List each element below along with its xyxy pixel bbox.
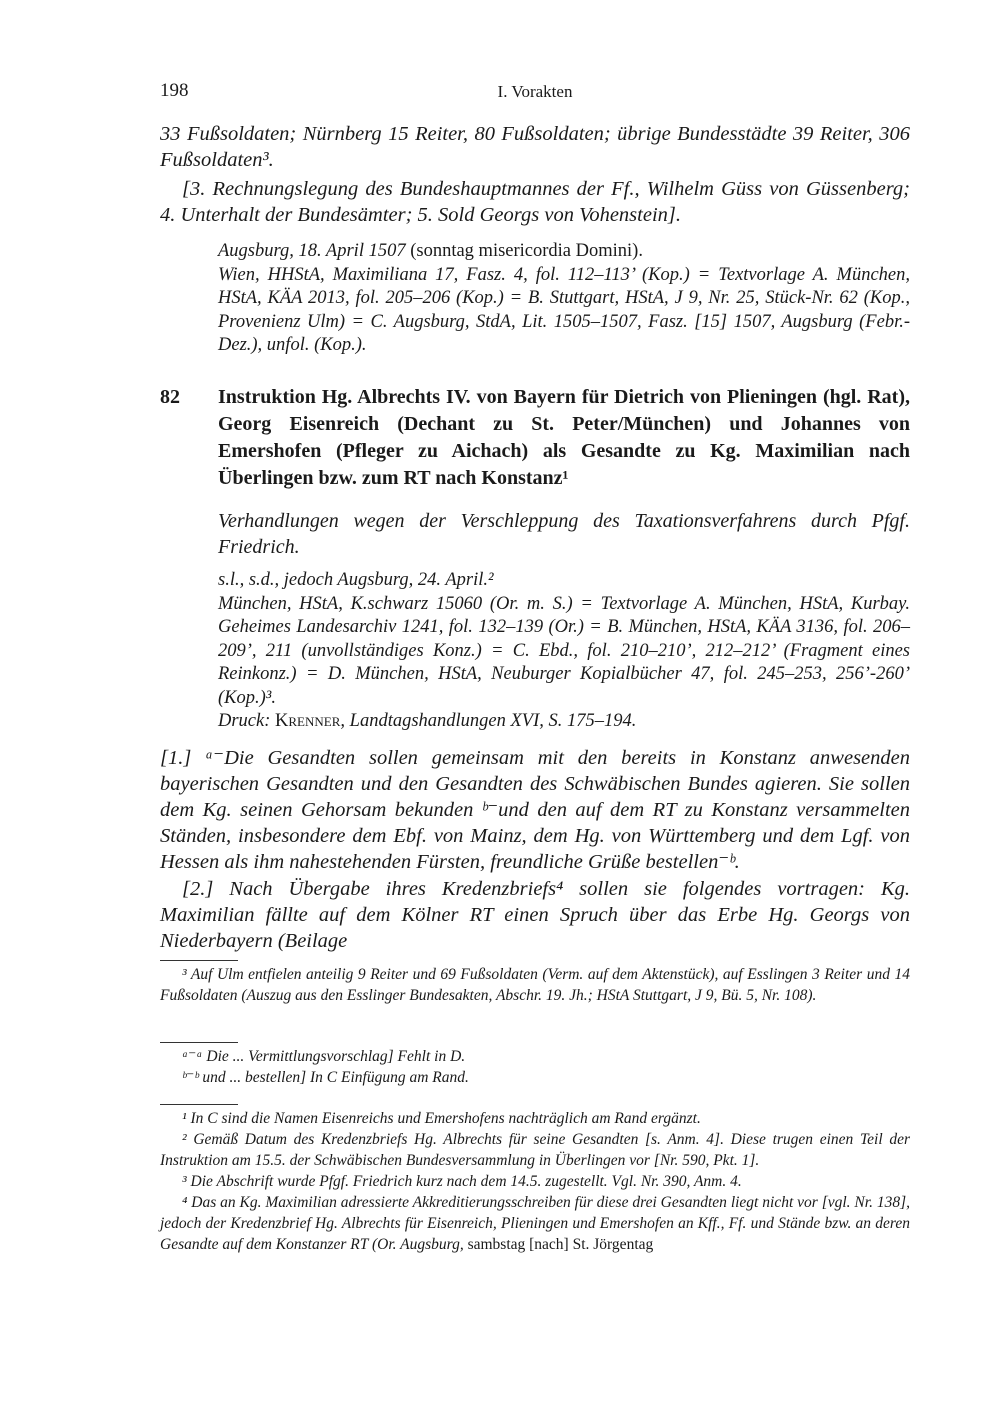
prev-text-paragraph-2: [3. Rechnungslegung des Bundeshauptmannes der Ff., Wilhelm Güss von Güssenberg; 4. Unterhalt der Bundesämter; 5. Sold Georgs von Vohenstein]. xyxy=(160,178,910,226)
footnote-3-prev: ³ Auf Ulm entfielen anteilig 9 Reiter und 69 Fußsoldaten (Verm. auf dem Aktenstück), auf Esslingen 3 Reiter und 14 Fußsoldaten (Auszug aus den Esslinger Bundesakten, Abschr. 19. Jh.; HStA Stuttgart, J 9, Bü. 5, Nr. 108). xyxy=(160,966,910,1004)
prev-doc-date-line xyxy=(218,240,910,264)
document-number: 82 xyxy=(160,386,180,408)
body-paragraph-1: [1.] ᵃ⁻Die Gesandten sollen gemeinsam mit den bereits in Konstanz anwesenden bayerischen Gesandten und den Gesandten des Schwäbischen Bundes agieren. Sie sollen dem Kg. seinen Gehorsam bekunden ᵇ⁻und den auf dem RT zu Konstanz versammelten Ständen, insbesondere dem Ebf. von Mainz, dem Hg. von Württemberg und dem Lgf. von Hessen als ihm nahestehenden Fürsten, freundliche Grüße bestellen⁻ᵇ. xyxy=(160,747,910,873)
body-paragraph-2: [2.] Nach Übergabe ihres Kredenzbriefs⁴ sollen sie folgendes vortragen: Kg. Maximilian fällte auf dem Kölner RT einen Spruch über das Erbe Hg. Georgs von Niederbayern (Beilage xyxy=(160,878,910,952)
document-meta xyxy=(218,569,910,734)
footnote-a: ᵃ⁻ᵃ Die ... Vermittlungsvorschlag] Fehlt in D. xyxy=(182,1048,466,1065)
page-number: 198 xyxy=(160,80,189,101)
prev-doc-date-note: (sonntag misericordia Domini). xyxy=(405,241,643,261)
footnote-2: ² Gemäß Datum des Kredenzbriefs Hg. Albrechts für seine Gesandten [s. Anm. 4]. Diese trugen einen Teil der Instruktion am 15.5. der Schwäbischen Bundesversammlung in Überlingen vor [Nr. 590, Pkt. 1]. xyxy=(160,1131,910,1169)
footnote-divider xyxy=(160,1042,238,1043)
document-print-line xyxy=(218,710,910,734)
document-date-line: s.l., s.d., jedoch Augsburg, 24. April.² xyxy=(218,570,494,590)
document-title: Instruktion Hg. Albrechts IV. von Bayern für Dietrich von Plieningen (hgl. Rat), Georg Eisenreich (Dechant zu St. Peter/München) und Johannes von Emershofen (Pfleger zu Aichach) als Gesandte zu Kg. Maximilian nach Überlingen bzw. zum RT nach Konstanz¹ xyxy=(218,386,910,489)
document-summary: Verhandlungen wegen der Verschleppung des Taxationsverfahrens durch Pfgf. Friedrich. xyxy=(218,510,910,558)
page-header xyxy=(160,80,910,108)
prev-text-paragraph-1: 33 Fußsoldaten; Nürnberg 15 Reiter, 80 Fußsoldaten; übrige Bundesstädte 39 Reiter, 306 Fußsoldaten³. xyxy=(160,123,910,171)
prev-doc-date: Augsburg, 18. April 1507 xyxy=(218,241,406,261)
footnote-b: ᵇ⁻ᵇ und ... bestellen] In C Einfügung am Rand. xyxy=(182,1069,469,1086)
footnote-3: ³ Die Abschrift wurde Pfgf. Friedrich kurz nach dem 14.5. zugestellt. Vgl. Nr. 390, Anm. 4. xyxy=(182,1173,742,1190)
print-label: Druck: xyxy=(218,711,276,731)
footnotes-previous xyxy=(160,964,910,1006)
footnote-4-quote: sambstag [nach] St. Jörgentag xyxy=(463,1236,654,1253)
print-details: , Landtagshandlungen XVI, S. 175–194. xyxy=(340,711,637,731)
footnote-4 xyxy=(160,1192,910,1255)
print-author: Krenner xyxy=(275,711,341,731)
prev-doc-meta xyxy=(218,240,910,358)
running-title: I. Vorakten xyxy=(497,82,573,101)
footnote-divider xyxy=(160,960,238,961)
footnote-1: ¹ In C sind die Namen Eisenreichs und Emershofens nachträglich am Rand ergänzt. xyxy=(182,1110,701,1127)
footnotes-textual xyxy=(160,1046,910,1088)
footnote-4-text: ⁴ Das an Kg. Maximilian adressierte Akkreditierungsschreiben für diese drei Gesandten liegt nicht vor [vgl. Nr. 138], jedoch der Kredenzbrief Hg. Albrechts für Eisenreich, Plieningen und Emershofen an Kff., Ff. und Stände bzw. an deren Gesandte auf dem Konstanzer RT (Or. Augsburg, xyxy=(160,1194,910,1253)
footnotes-document xyxy=(160,1108,910,1255)
footnote-divider xyxy=(160,1104,238,1105)
document-sources: München, HStA, K.schwarz 15060 (Or. m. S.) = Textvorlage A. München, HStA, Kurbay. Geheimes Landesarchiv 1241, fol. 132–139 (Or.) = B. München, HStA, KÄA 3136, fol. 206–209’, 211 (unvollständiges Konz.) = C. Ebd., fol. 210–210’, 212–212’ (Fragment eines Reinkonz.) = D. München, HStA, Neuburger Kopialbücher 47, fol. 245–253, 256’-260’ (Kop.)³. xyxy=(218,593,910,708)
prev-doc-sources: Wien, HHStA, Maximiliana 17, Fasz. 4, fol. 112–113’ (Kop.) = Textvorlage A. München, HStA, KÄA 2013, fol. 205–206 (Kop.) = B. Stuttgart, HStA, J 9, Nr. 25, Stück-Nr. 62 (Kop., Provenienz Ulm) = C. Augsburg, StdA, Lit. 1505–1507, Fasz. [15] 1507, Augsburg (Febr.-Dez.), unfol. (Kop.). xyxy=(218,264,910,355)
